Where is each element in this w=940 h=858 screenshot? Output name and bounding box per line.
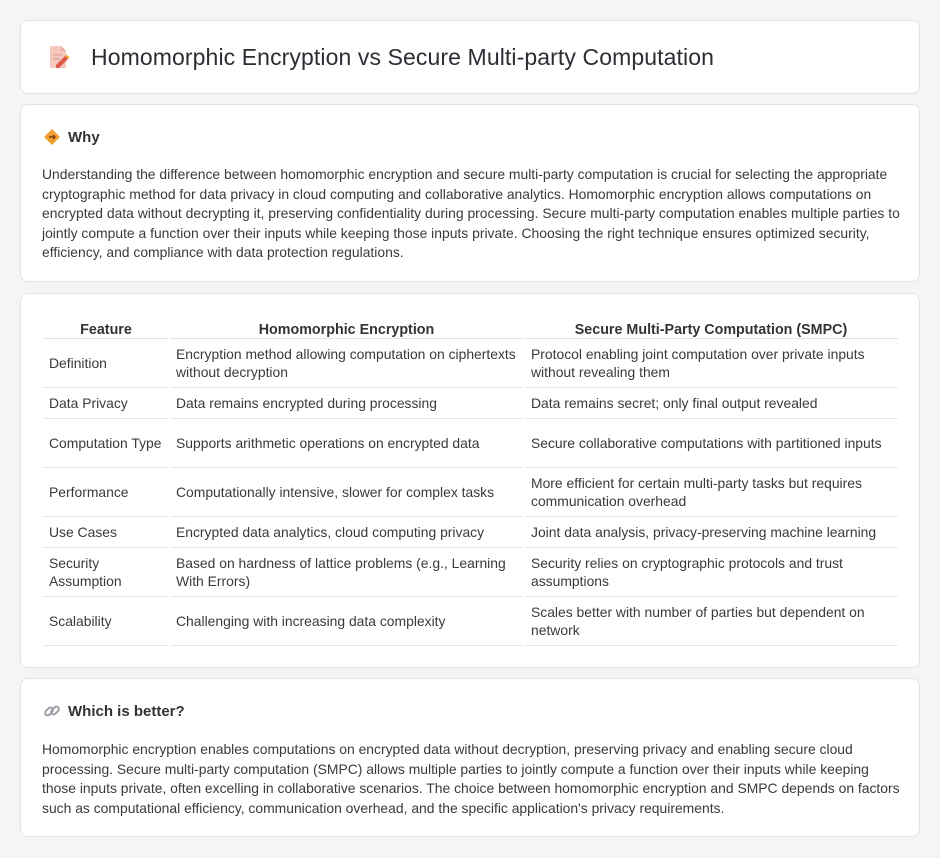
table-cell: Performance [43,467,169,516]
comparison-card [20,293,920,668]
table-cell: Security Assumption [43,547,169,596]
table-cell: Based on hardness of lattice problems (e.g., Learning With Errors) [169,547,524,596]
table-cell: Joint data analysis, privacy-preserving machine learning [524,516,898,547]
table-cell: Encrypted data analytics, cloud computing privacy [169,516,524,547]
table-cell: Secure collaborative computations with partitioned inputs [524,418,898,467]
why-section [20,104,920,282]
table-cell: Data remains encrypted during processing [169,387,524,418]
table-header-row [43,316,898,338]
table-row [43,467,898,516]
table-row [43,338,898,387]
comparison-table [43,316,898,646]
link-icon [43,702,61,720]
table-cell: Security relies on cryptographic protocols and trust assumptions [524,547,898,596]
table-row [43,387,898,418]
table-cell: Data Privacy [43,387,169,418]
table-cell: Data remains secret; only final output revealed [524,387,898,418]
table-cell: Computationally intensive, slower for complex tasks [169,467,524,516]
column-header: Secure Multi-Party Computation (SMPC) [524,316,898,338]
column-header: Feature [43,316,169,338]
header-card [20,20,920,94]
column-header: Homomorphic Encryption [169,316,524,338]
which-is-better-section [20,678,920,837]
table-cell: Definition [43,338,169,387]
table-cell: Use Cases [43,516,169,547]
why-heading: Why [68,128,100,146]
table-row [43,516,898,547]
table-cell: Encryption method allowing computation on ciphertexts without decryption [169,338,524,387]
table-row [43,596,898,645]
why-text: Understanding the difference between homomorphic encryption and secure multi-party computation is crucial for selecting the appropriate cryptographic method for data privacy in cloud computing and collaborative analytics. Homomorphic encryption allows computations on encrypted data without decrypting it, preserving confidentiality during processing. Secure multi-party computation enables multiple parties to jointly compute a function over their inputs while keeping those inputs private. Choosing the right technique ensures optimized security, efficiency, and compliance with data protection regulations. [42,166,900,261]
table-cell: Computation Type [43,418,169,467]
table-cell: Scales better with number of parties but dependent on network [524,596,898,645]
diamond-sign-icon [43,128,61,146]
table-cell: Challenging with increasing data complexity [169,596,524,645]
table-row [43,547,898,596]
which-is-better-text: Homomorphic encryption enables computations on encrypted data without decryption, preserving privacy and enabling secure cloud processing. Secure multi-party computation (SMPC) allows multiple parties to jointly compute a function over their inputs while keeping those inputs private, often excelling in collaborative scenarios. The choice between homomorphic encryption and SMPC depends on factors such as computational efficiency, communication overhead, and the specific application's privacy requirements. [42,741,900,816]
table-row [43,418,898,467]
table-cell: More efficient for certain multi-party tasks but requires communication overhead [524,467,898,516]
document-pencil-icon [47,44,71,70]
table-cell: Scalability [43,596,169,645]
page-title: Homomorphic Encryption vs Secure Multi-party Computation [91,43,715,70]
table-cell: Supports arithmetic operations on encrypted data [169,418,524,467]
which-is-better-heading: Which is better? [68,702,185,720]
table-cell: Protocol enabling joint computation over private inputs without revealing them [524,338,898,387]
